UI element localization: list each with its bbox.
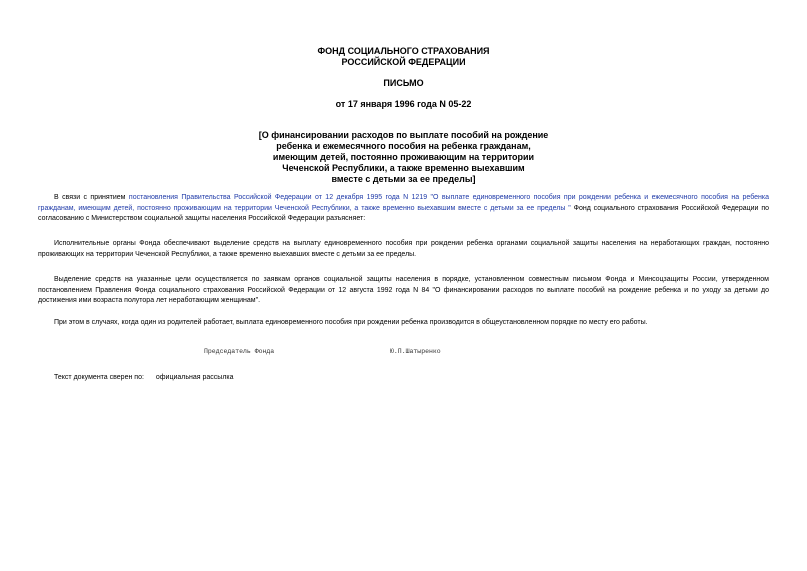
verification-value: официальная рассылка [155, 374, 234, 381]
paragraph-funding [38, 239, 769, 260]
document-type: ПИСЬМО [383, 78, 424, 88]
title-line: ребенка и ежемесячного пособия на ребенка гражданам, [276, 141, 531, 151]
issuer-heading [0, 46, 807, 68]
paragraph-intro [38, 193, 769, 225]
paragraph-intro-prefix: В связи с принятием [54, 194, 129, 201]
title-line: Чеченской Республики, а также временно выехавшим [282, 163, 525, 173]
decree-link[interactable]: постановления Правительства Российской Федерации от 12 декабря 1995 года N 1219 "О выплате единовременного пособия при рождении ребенка и ежемесячного пособия на ребенка гражданам, имеющим детей, постоянно проживающим на территории Чеченской Республики, а также временно выехавшим вместе с детьми за ее пределы " [38, 194, 769, 212]
issuer-line-1: ФОНД СОЦИАЛЬНОГО СТРАХОВАНИЯ [317, 46, 490, 56]
paragraph-working-parent-text: При этом в случаях, когда один из родителей работает, выплата единовременного пособия при рождении ребенка производится в общеустановленном порядке по месту его работы. [54, 319, 648, 326]
paragraph-intro-suffix: Фонд социального страхования Российской Федерации по согласованию с Министерством социальной защиты населения Российской Федерации разъясняет: [38, 204, 769, 222]
verification-note [54, 374, 234, 381]
title-line: имеющим детей, постоянно проживающим на территории [272, 152, 535, 162]
paragraph-working-parent [38, 318, 769, 329]
verification-label: Текст документа сверен по: [54, 374, 144, 381]
signatory-name: Ю.П.Шатыренко [390, 348, 441, 355]
paragraph-allocation [38, 275, 769, 307]
title-line: [О финансировании расходов по выплате пособий на рождение [258, 130, 549, 140]
signatory-role: Председатель Фонда [204, 348, 275, 355]
paragraph-allocation-text: Выделение средств на указанные цели осуществляется по заявкам органов социальной защиты населения в порядке, установленном совместным письмом Фонда и Минсоцзащиты России, утвержденном постановлением Правления Фонда социального страхования Российской Федерации от 12 августа 1992 года N 84 "О финансировании расходов по выплате пособий на рождение ребенка и по уходу за детьми до достижения ими возраста полутора лет неработающим женщинам". [38, 276, 769, 304]
document-date-number: от 17 января 1996 года N 05-22 [335, 99, 472, 109]
title-line: вместе с детьми за ее пределы] [331, 174, 476, 184]
document-title [0, 130, 807, 185]
issuer-line-2: РОССИЙСКОЙ ФЕДЕРАЦИИ [341, 57, 466, 67]
paragraph-funding-text: Исполнительные органы Фонда обеспечивают выделение средств на выплату единовременного пособия при рождении ребенка органами социальной защиты населения на неработающих граждан, постоянно проживающих на территории Чеченской Республики, а также временно выехавших вместе с детьми за ее пределы. [38, 240, 769, 258]
